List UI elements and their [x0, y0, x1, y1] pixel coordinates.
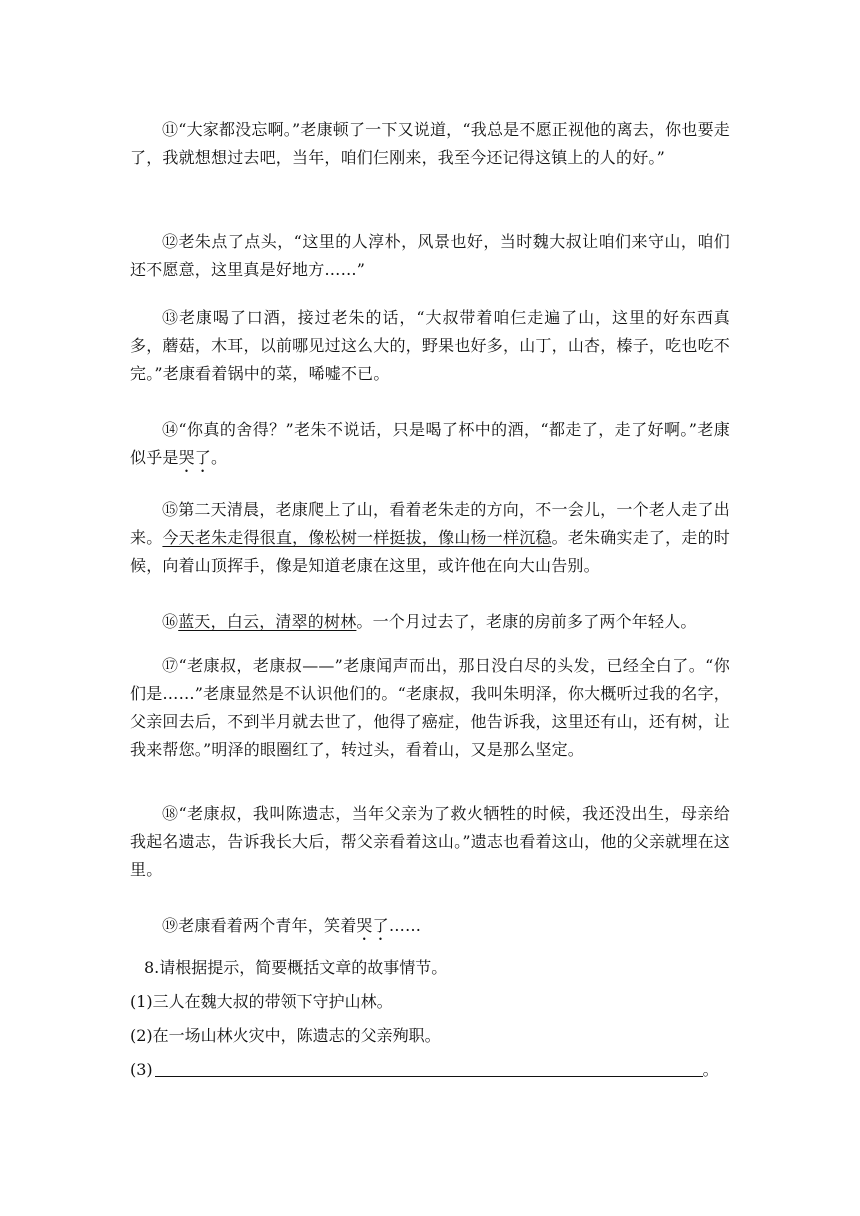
emphasis-cried-final: 哭了: [356, 916, 389, 935]
question-item-3-suffix: 。: [702, 1060, 719, 1079]
question-title: 8.请根据提示，简要概括文章的故事情节。: [144, 958, 448, 977]
paragraph-15: [130, 496, 730, 580]
paragraph-16-end: 。一个月过去了，老康的房前多了两个年轻人。: [356, 612, 697, 631]
underlined-phrase: 蓝天，白云，清翠的树林: [178, 612, 357, 631]
emphasis-cried: 哭了: [178, 448, 212, 467]
paragraph-19-end: ……: [388, 916, 422, 935]
paragraph-16: [130, 608, 730, 636]
paragraph-17: ⑰“老康叔，老康叔——”老康闻声而出，那日没白尽的头发，已经全白了。“你们是……”老康显然是不认识他们的。“老康叔，我叫朱明泽，你大概听过我的名字，父亲回去后，不到半月就去世了，他得了癌症，他告诉我，这里还有山，还有树，让我来帮您。”明泽的眼圈红了，转过头，看着山，又是那么坚定。: [130, 656, 730, 759]
paragraph-19: [130, 912, 730, 944]
question-item-3: [130, 1056, 730, 1084]
paragraph-15-text: ⑮第二天清晨，老康爬上了山，看着老朱走的方向，不一会儿，一个老人走了出来。: [130, 500, 730, 547]
paragraph-11: ⑪“大家都没忘啊。”老康顿了一下又说道，“我总是不愿正视他的离去，你也要走了，我就想想过去吧，当年，咱们仨刚来，我至今还记得这镇上的人的好。”: [130, 120, 730, 167]
paragraph-13: ⑬老康喝了口酒，接过老朱的话，“大叔带着咱仨走遍了山，这里的好东西真多，蘑菇，木耳，以前哪见过这么大的，野果也好多，山丁，山杏，榛子，吃也吃不完。”老康看着锅中的菜，唏嘘不已。: [130, 308, 730, 383]
paragraph-14-end: 。: [211, 448, 228, 467]
question-item-2: (2)在一场山林火灾中，陈遗志的父亲殉职。: [130, 1026, 441, 1045]
answer-blank[interactable]: [155, 1060, 703, 1077]
paragraph-14: [130, 416, 730, 476]
paragraph-18: ⑱“老康叔，我叫陈遗志，当年父亲为了救火牺牲的时候，我还没出生，母亲给我起名遗志，告诉我长大后，帮父亲看着这山。”遗志也看着这山，他的父亲就埋在这里。: [130, 804, 730, 879]
question-item-3-prefix: (3): [130, 1060, 153, 1079]
question-item-1: (1)三人在魏大叔的带领下守护山林。: [130, 992, 393, 1011]
underlined-sentence: 今天老朱走得很直，像松树一样挺拔，像山杨一样沉稳: [162, 528, 552, 547]
paragraph-19-text: ⑲老康看着两个青年，笑着: [162, 916, 357, 935]
paragraph-14-text: ⑭“你真的舍得？”老朱不说话，只是喝了杯中的酒，“都走了，走了好啊。”老康似乎是: [130, 420, 730, 467]
paragraph-16-number: ⑯: [162, 612, 179, 631]
paragraph-15-end: 。老朱确实走了，走的时候，向着山顶挥手，像是知道老康在这里，或许他在向大山告别。: [130, 528, 730, 575]
paragraph-12: ⑫老朱点了点头，“这里的人淳朴，风景也好，当时魏大叔让咱们来守山，咱们还不愿意，这里真是好地方……”: [130, 232, 730, 279]
